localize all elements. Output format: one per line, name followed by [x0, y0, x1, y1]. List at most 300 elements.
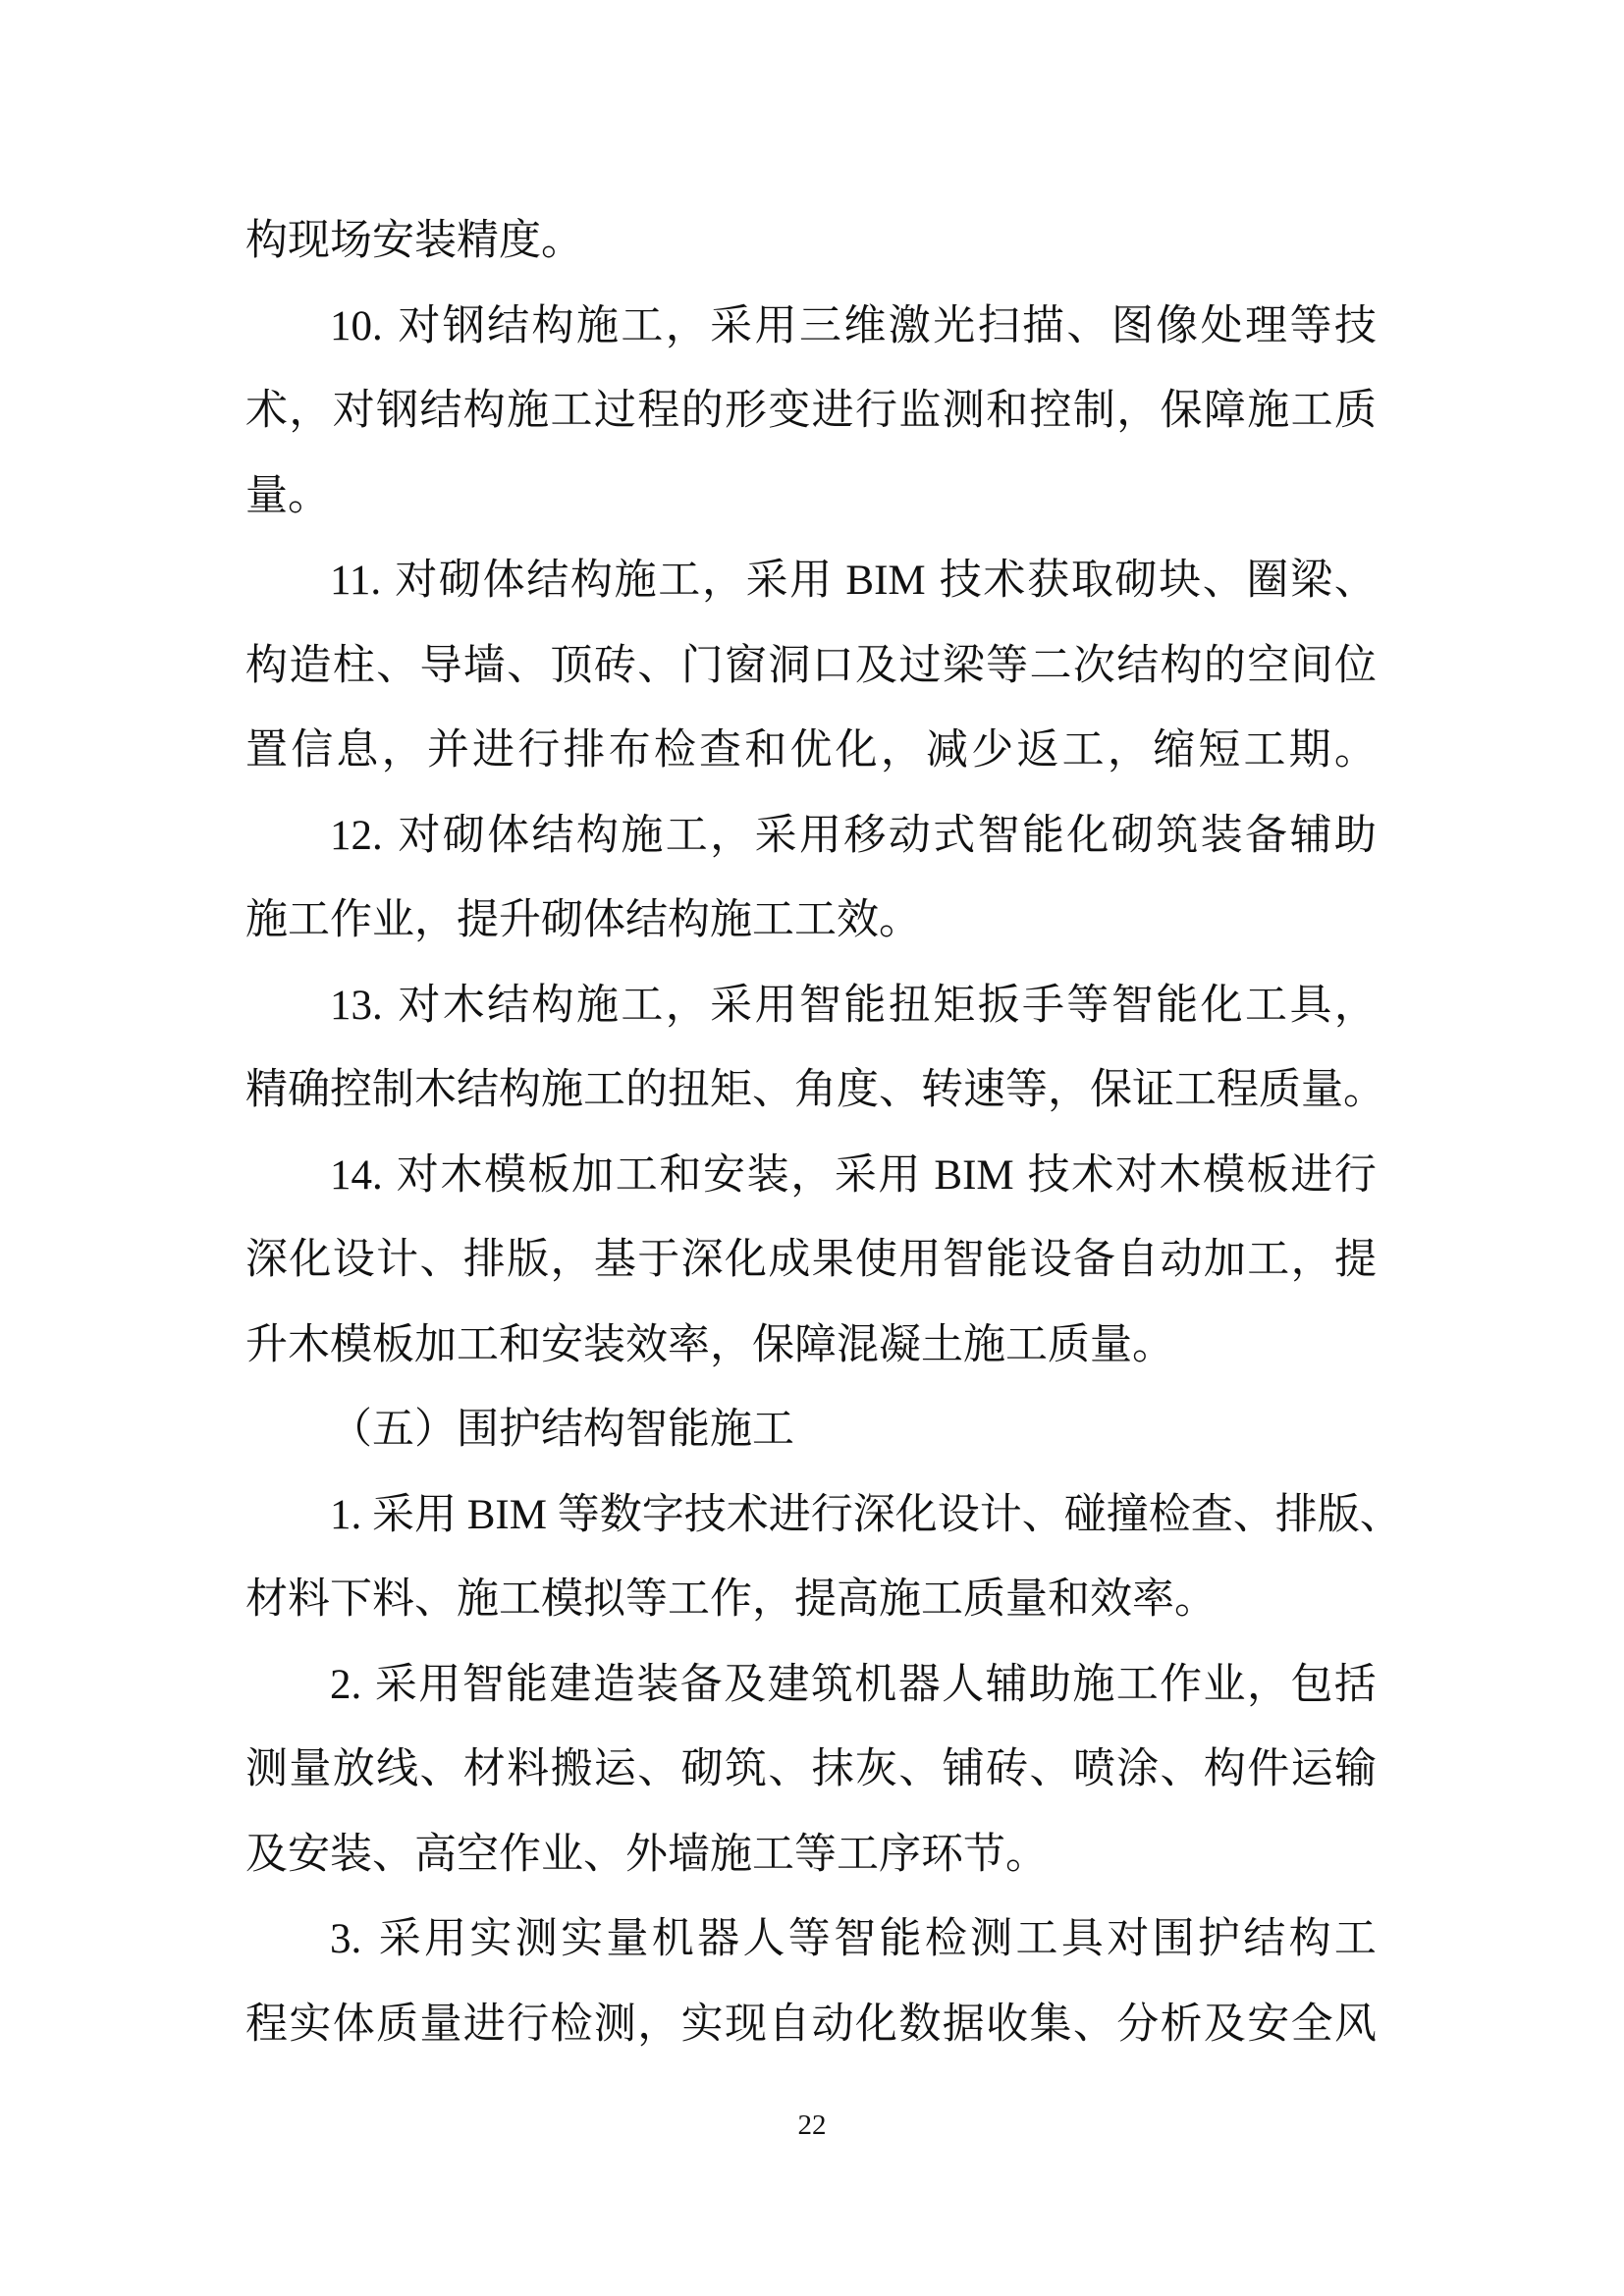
glyph-token: 的 — [625, 1067, 668, 1113]
glyph-token: 辅 — [1289, 812, 1332, 859]
glyph-token: 化 — [855, 2001, 898, 2048]
glyph-token: 排 — [462, 1237, 506, 1283]
glyph-token — [361, 1473, 372, 1559]
page-number: 22 — [797, 2109, 827, 2141]
glyph-token: 现 — [724, 2001, 767, 2048]
glyph-token: 备 — [1245, 812, 1288, 859]
glyph-token: 智 — [1110, 982, 1154, 1029]
glyph-token: 用 — [798, 812, 841, 859]
glyph-token — [385, 285, 396, 370]
glyph-token: 次 — [1072, 642, 1115, 689]
glyph-token: ， — [701, 558, 744, 604]
glyph-token: BIM — [934, 1151, 1014, 1199]
glyph-token: 手 — [1022, 982, 1064, 1029]
glyph-token: 短 — [1198, 727, 1241, 774]
text-line — [245, 1218, 1377, 1304]
text-line — [245, 879, 1377, 964]
glyph-token: 筑 — [1156, 812, 1199, 859]
glyph-token: 结 — [457, 1067, 499, 1113]
glyph-token: 、 — [1202, 558, 1245, 604]
glyph-token: 对 — [396, 1151, 439, 1199]
glyph-token: 加 — [1203, 1237, 1246, 1283]
glyph-token: ， — [1107, 727, 1150, 774]
glyph-token: 板 — [1246, 1151, 1289, 1199]
glyph-token: 结 — [487, 302, 530, 349]
glyph-token: 化 — [835, 727, 878, 774]
glyph-token: 工 — [1333, 1916, 1377, 1962]
glyph-token: 工 — [665, 812, 708, 859]
glyph-token: 基 — [593, 1237, 636, 1283]
glyph-token: 全 — [1290, 2001, 1333, 2048]
glyph-token: 及 — [724, 1661, 767, 1708]
glyph-token: 据 — [942, 2001, 985, 2048]
glyph-token: 风 — [1333, 2001, 1377, 2048]
glyph-token: 助 — [1028, 1661, 1071, 1708]
glyph-token: 收 — [986, 2001, 1029, 2048]
glyph-token: 对 — [398, 812, 441, 859]
glyph-token: 布 — [608, 727, 651, 774]
glyph-token: 顶 — [550, 642, 593, 689]
glyph-token: 、 — [898, 1746, 942, 1792]
glyph-token: 质 — [1333, 388, 1377, 434]
glyph-token: 术 — [983, 558, 1026, 604]
text-line — [245, 709, 1377, 794]
glyph-token: 施 — [614, 558, 657, 604]
glyph-token: 用 — [754, 302, 797, 349]
glyph-token: 设 — [937, 1491, 980, 1538]
glyph-token: 工 — [1115, 1661, 1159, 1708]
glyph-token: 进 — [1290, 1151, 1333, 1199]
glyph-token: 检 — [1148, 1491, 1191, 1538]
glyph-token: 智 — [977, 812, 1020, 859]
glyph-token: 、 — [376, 642, 419, 689]
glyph-token: 计 — [376, 1237, 419, 1283]
glyph-token: 用 — [898, 1237, 942, 1283]
glyph-token: 11. — [330, 558, 382, 604]
glyph-token: 窗 — [724, 642, 767, 689]
glyph-token: 确 — [288, 1067, 330, 1113]
glyph-token: 像 — [1156, 302, 1199, 349]
glyph-token: 构 — [1203, 1746, 1246, 1792]
glyph-token: 柱 — [332, 642, 375, 689]
glyph-token: 期 — [1288, 727, 1331, 774]
glyph-token: 化 — [724, 1237, 767, 1283]
glyph-token: 智 — [798, 982, 841, 1029]
glyph-token: 装 — [746, 1151, 789, 1199]
glyph-token: 建 — [549, 1661, 592, 1708]
glyph-token: 门 — [680, 642, 724, 689]
glyph-token: 技 — [1027, 1151, 1070, 1199]
glyph-token: 工 — [1015, 1916, 1058, 1962]
glyph-token: 。 — [1343, 1067, 1385, 1113]
glyph-token: 体 — [332, 2001, 375, 2048]
glyph-token: 化 — [1066, 812, 1110, 859]
glyph-token — [927, 539, 938, 624]
glyph-token: ， — [1246, 1661, 1289, 1708]
glyph-token: 人 — [742, 1916, 785, 1962]
text-line — [245, 1473, 1402, 1559]
glyph-token: 构 — [531, 302, 574, 349]
glyph-token: 设 — [1029, 1237, 1072, 1283]
glyph-token: 备 — [679, 1661, 723, 1708]
glyph-token: ， — [1290, 1237, 1333, 1283]
glyph-token: 能 — [1156, 982, 1199, 1029]
glyph-token: 工 — [621, 982, 664, 1029]
glyph-token: 过 — [898, 642, 942, 689]
glyph-token: 、 — [507, 642, 550, 689]
glyph-token: 圈 — [1246, 558, 1289, 604]
glyph-token: 用 — [789, 558, 833, 604]
text-line — [245, 624, 1377, 710]
glyph-token: 行 — [507, 2001, 550, 2048]
glyph-token: 构 — [575, 812, 619, 859]
glyph-token: 动 — [1160, 1237, 1203, 1283]
glyph-token: 能 — [1022, 812, 1064, 859]
glyph-token: 度 — [837, 1067, 879, 1113]
glyph-token: 对 — [1114, 1151, 1158, 1199]
glyph-token: 返 — [1016, 727, 1059, 774]
glyph-token: 扫 — [977, 302, 1020, 349]
glyph-token: 灰 — [855, 1746, 898, 1792]
glyph-token: 体 — [482, 558, 525, 604]
glyph-token: 过 — [593, 388, 636, 434]
glyph-token: 版 — [1317, 1491, 1360, 1538]
glyph-token: 转 — [921, 1067, 963, 1113]
glyph-token: 及 — [1203, 2001, 1246, 2048]
text-line — [245, 964, 1377, 1049]
glyph-token: 图 — [1110, 302, 1154, 349]
glyph-token: 结 — [1116, 642, 1160, 689]
glyph-token: 造 — [592, 1661, 635, 1708]
glyph-token: 技 — [683, 1491, 727, 1538]
glyph-token: 墙 — [462, 642, 506, 689]
glyph-token: 安 — [1247, 2001, 1290, 2048]
glyph-token: 、 — [1066, 302, 1110, 349]
glyph-token: 角 — [794, 1067, 837, 1113]
text-line — [245, 1048, 1385, 1134]
glyph-token: 、 — [1021, 1491, 1064, 1538]
glyph-token: 施 — [507, 388, 550, 434]
glyph-token: 质 — [1259, 1067, 1301, 1113]
text-line — [245, 539, 1377, 624]
text-line — [245, 1304, 1377, 1389]
glyph-token: 术 — [245, 388, 288, 434]
glyph-token: 障 — [1203, 388, 1246, 434]
glyph-token — [384, 1134, 395, 1219]
glyph-token: 和 — [744, 727, 787, 774]
glyph-token: 构 — [245, 642, 288, 689]
glyph-token: 模 — [483, 1151, 526, 1199]
glyph-token: 进 — [472, 727, 515, 774]
glyph-token: 程 — [245, 2001, 288, 2048]
glyph-token: 行 — [810, 1491, 853, 1538]
glyph-token: 形 — [724, 388, 767, 434]
glyph-token: 、 — [419, 1237, 462, 1283]
glyph-token: ， — [880, 727, 923, 774]
glyph-token: 术 — [1071, 1151, 1114, 1199]
glyph-token: 息 — [336, 727, 379, 774]
glyph-token: 、 — [1160, 1746, 1203, 1792]
glyph-token: 减 — [926, 727, 969, 774]
text-line — [245, 285, 1377, 370]
glyph-token: 喷 — [1072, 1746, 1115, 1792]
glyph-token: 进 — [462, 2001, 506, 2048]
glyph-token: 木 — [440, 1151, 483, 1199]
glyph-token — [383, 539, 394, 624]
glyph-token: 助 — [1333, 812, 1377, 859]
glyph-token: 料 — [507, 1746, 550, 1792]
glyph-token: 采 — [834, 1151, 877, 1199]
glyph-token: 3. — [330, 1916, 362, 1962]
glyph-token: 安 — [702, 1151, 745, 1199]
glyph-token: 加 — [571, 1151, 615, 1199]
glyph-token: 构 — [1288, 1916, 1331, 1962]
glyph-token: 监 — [898, 388, 942, 434]
glyph-token: 变 — [768, 388, 811, 434]
glyph-token: 分 — [1116, 2001, 1160, 2048]
glyph-token: 输 — [1333, 1746, 1377, 1792]
glyph-token: 能 — [843, 982, 887, 1029]
glyph-token: 理 — [1245, 302, 1288, 349]
glyph-token: 成 — [768, 1237, 811, 1283]
line-text: 及安装、高空作业、外墙施工等工序环节。 — [245, 1831, 1048, 1878]
glyph-token: 处 — [1200, 302, 1243, 349]
glyph-token: 对 — [395, 558, 438, 604]
glyph-token: 测 — [942, 388, 985, 434]
glyph-token: 证 — [1132, 1067, 1174, 1113]
glyph-token — [1015, 1134, 1026, 1219]
line-text: （五）围护结构智能施工 — [330, 1407, 794, 1453]
text-line — [245, 1388, 1377, 1473]
glyph-token — [457, 1473, 467, 1559]
glyph-token: 化 — [894, 1491, 938, 1538]
glyph-token: 工 — [1290, 388, 1333, 434]
glyph-token: 1. — [330, 1491, 362, 1538]
glyph-token: 提 — [1333, 1237, 1377, 1283]
glyph-token: 技 — [1333, 302, 1377, 349]
text-line — [245, 1134, 1377, 1219]
glyph-token: 深 — [245, 1237, 288, 1283]
glyph-token: 扳 — [977, 982, 1020, 1029]
glyph-token: 包 — [1290, 1661, 1333, 1708]
glyph-token: 2. — [330, 1661, 362, 1708]
text-line — [245, 1643, 1377, 1729]
glyph-token: 能 — [506, 1661, 549, 1708]
glyph-token: 优 — [789, 727, 833, 774]
text-line — [245, 1728, 1377, 1813]
glyph-token: 智 — [834, 1916, 877, 1962]
glyph-token: 涂 — [1116, 1746, 1160, 1792]
glyph-token: 作 — [1160, 1661, 1203, 1708]
glyph-token: 洞 — [768, 642, 811, 689]
glyph-token: 保 — [1160, 388, 1203, 434]
text-line — [245, 794, 1377, 880]
glyph-token: 、 — [637, 1746, 680, 1792]
glyph-token: 筑 — [810, 1661, 853, 1708]
glyph-token: 查 — [1190, 1491, 1233, 1538]
glyph-token: 、 — [419, 1746, 462, 1792]
glyph-token: 梁 — [942, 642, 985, 689]
glyph-token: 结 — [419, 388, 462, 434]
glyph-token: 施 — [575, 982, 619, 1029]
glyph-token: 采 — [754, 812, 797, 859]
glyph-token: 工 — [621, 302, 664, 349]
glyph-token: 并 — [426, 727, 469, 774]
glyph-token: BIM — [466, 1491, 547, 1538]
glyph-token: 等 — [787, 1916, 831, 1962]
glyph-token: 等 — [1289, 302, 1332, 349]
glyph-token: 12. — [330, 812, 383, 859]
glyph-token: 对 — [398, 982, 441, 1029]
glyph-token: ， — [665, 302, 708, 349]
glyph-token: 量 — [419, 2001, 462, 2048]
glyph-token: ， — [289, 388, 332, 434]
glyph-token: 、 — [1029, 1746, 1072, 1792]
glyph-token: 三 — [798, 302, 841, 349]
glyph-token: 施 — [1247, 388, 1290, 434]
glyph-token: 、 — [879, 1067, 921, 1113]
glyph-token: 和 — [659, 1151, 702, 1199]
line-text: 施工作业，提升砌体结构施工工效。 — [245, 897, 921, 943]
glyph-token: 检 — [653, 727, 696, 774]
glyph-token: 计 — [979, 1491, 1022, 1538]
glyph-token: 查 — [699, 727, 742, 774]
glyph-token: ， — [710, 812, 753, 859]
glyph-token: 器 — [897, 1661, 941, 1708]
glyph-token: 设 — [332, 1237, 375, 1283]
glyph-token: 化 — [289, 1237, 332, 1283]
glyph-token: 构 — [531, 982, 574, 1029]
glyph-token — [547, 1473, 558, 1559]
glyph-token: 实 — [469, 1916, 513, 1962]
glyph-token: 矩 — [710, 1067, 752, 1113]
glyph-token: 用 — [418, 1661, 461, 1708]
glyph-token: 砌 — [1110, 812, 1154, 859]
glyph-token: 获 — [1027, 558, 1070, 604]
glyph-token: 自 — [1116, 1237, 1160, 1283]
line-text: 升木模板加工和安装效率，保障混凝土施工质量。 — [245, 1321, 1174, 1368]
glyph-token: 。 — [1333, 727, 1377, 774]
glyph-token: 施 — [621, 812, 664, 859]
glyph-token: 果 — [811, 1237, 854, 1283]
glyph-token: 等 — [1066, 982, 1110, 1029]
glyph-token: 测 — [245, 1746, 288, 1792]
text-line — [245, 199, 1377, 285]
glyph-token: 板 — [527, 1151, 570, 1199]
glyph-token: 检 — [924, 1916, 967, 1962]
glyph-token: 用 — [424, 1916, 467, 1962]
glyph-token: 钢 — [376, 388, 419, 434]
text-line — [245, 1813, 1377, 1898]
glyph-token: 于 — [637, 1237, 680, 1283]
glyph-token: 材 — [462, 1746, 506, 1792]
glyph-token: 采 — [710, 982, 753, 1029]
glyph-token: 的 — [680, 388, 724, 434]
glyph-token: 具 — [1289, 982, 1332, 1029]
glyph-token: 程 — [1217, 1067, 1259, 1113]
glyph-token: 能 — [879, 1916, 922, 1962]
glyph-token: 程 — [637, 388, 680, 434]
glyph-token: 排 — [1274, 1491, 1318, 1538]
glyph-token: 工 — [615, 1151, 658, 1199]
glyph-token: 能 — [986, 1237, 1029, 1283]
glyph-token: 、 — [1072, 2001, 1115, 2048]
glyph-token: 描 — [1022, 302, 1064, 349]
glyph-token: 版 — [507, 1237, 550, 1283]
glyph-token: 工 — [1061, 727, 1105, 774]
glyph-token: 结 — [531, 812, 574, 859]
glyph-token: 搬 — [550, 1746, 593, 1792]
glyph-token: 施 — [541, 1067, 583, 1113]
glyph-token: 建 — [767, 1661, 810, 1708]
glyph-token: 扭 — [668, 1067, 710, 1113]
glyph-token: 筑 — [724, 1746, 767, 1792]
glyph-token: 工 — [1243, 727, 1286, 774]
glyph-token: 导 — [419, 642, 462, 689]
text-line — [245, 1983, 1377, 2068]
glyph-token: 口 — [811, 642, 854, 689]
glyph-token: 构 — [569, 558, 613, 604]
glyph-token: 深 — [852, 1491, 895, 1538]
glyph-token: 业 — [1203, 1661, 1246, 1708]
glyph-token: 木 — [1159, 1151, 1202, 1199]
glyph-token: 等 — [986, 642, 1029, 689]
text-line — [245, 369, 1377, 454]
glyph-token: ， — [637, 2001, 680, 2048]
glyph-token: 智 — [942, 1237, 985, 1283]
glyph-token: 工 — [1247, 1237, 1290, 1283]
glyph-token: 构 — [462, 388, 506, 434]
glyph-token: 采 — [745, 558, 788, 604]
glyph-token: 矩 — [933, 982, 976, 1029]
glyph-token: ， — [550, 1237, 593, 1283]
glyph-token: 集 — [1029, 2001, 1072, 2048]
glyph-token: 激 — [888, 302, 931, 349]
glyph-token: 行 — [855, 388, 898, 434]
glyph-token: 13. — [330, 982, 383, 1029]
glyph-token: 钢 — [442, 302, 485, 349]
glyph-token: 砖 — [593, 642, 636, 689]
glyph-token: 铺 — [942, 1746, 985, 1792]
glyph-token: 用 — [414, 1491, 457, 1538]
glyph-token: 行 — [1333, 1151, 1377, 1199]
glyph-token: 对 — [1107, 1916, 1150, 1962]
glyph-token: 结 — [487, 982, 530, 1029]
glyph-token: 木 — [414, 1067, 457, 1113]
glyph-token: ， — [790, 1151, 834, 1199]
text-line — [245, 1558, 1377, 1643]
glyph-token: 测 — [593, 2001, 636, 2048]
glyph-token: 围 — [1152, 1916, 1195, 1962]
line-text: 量。 — [245, 472, 330, 519]
glyph-token: 、 — [1232, 1491, 1275, 1538]
glyph-token: 运 — [1290, 1746, 1333, 1792]
glyph-token: 排 — [563, 727, 606, 774]
glyph-token: 施 — [575, 302, 619, 349]
glyph-token: 装 — [636, 1661, 679, 1708]
glyph-token: 施 — [1072, 1661, 1115, 1708]
glyph-token: ， — [1048, 1067, 1090, 1113]
glyph-token: 用 — [754, 982, 797, 1029]
glyph-token: 精 — [245, 1067, 288, 1113]
glyph-token — [365, 1897, 376, 1983]
glyph-token: 位 — [1333, 642, 1377, 689]
glyph-token: 间 — [1290, 642, 1333, 689]
glyph-token: 控 — [330, 1067, 372, 1113]
glyph-token: 技 — [939, 558, 982, 604]
glyph-token: 二 — [1029, 642, 1072, 689]
glyph-token: 测 — [514, 1916, 558, 1962]
